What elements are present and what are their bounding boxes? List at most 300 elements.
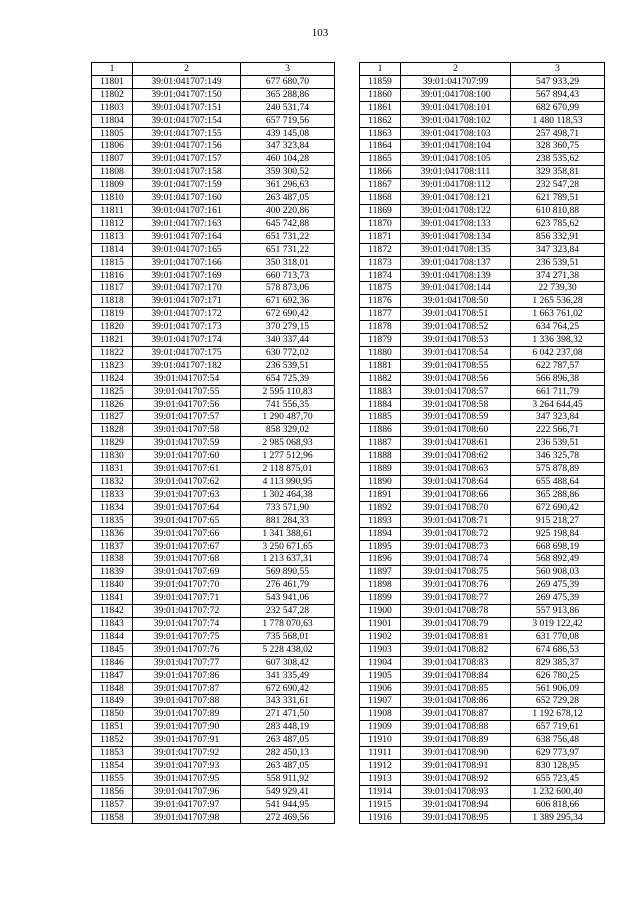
cadastral-number-cell: 39:01:041707:163 xyxy=(133,217,241,230)
cadastral-number-cell: 39:01:041708:90 xyxy=(401,747,511,760)
value-cell: 236 539,51 xyxy=(511,256,605,269)
value-cell: 22 739,30 xyxy=(511,282,605,295)
value-cell: 541 944,95 xyxy=(241,798,335,811)
row-number-cell: 11865 xyxy=(360,153,401,166)
table-row xyxy=(92,269,335,282)
table-row xyxy=(360,553,605,566)
value-cell: 610 810,88 xyxy=(511,204,605,217)
table-row xyxy=(360,708,605,721)
cadastral-number-cell: 39:01:041708:79 xyxy=(401,617,511,630)
value-cell: 634 764,25 xyxy=(511,321,605,334)
table-row xyxy=(92,179,335,192)
value-cell: 569 890,55 xyxy=(241,566,335,579)
cadastral-number-cell: 39:01:041707:57 xyxy=(133,411,241,424)
row-number-cell: 11857 xyxy=(92,798,133,811)
row-number-cell: 11873 xyxy=(360,256,401,269)
cadastral-number-cell: 39:01:041707:175 xyxy=(133,346,241,359)
value-cell: 630 772,02 xyxy=(241,346,335,359)
value-cell: 1 341 388,61 xyxy=(241,527,335,540)
row-number-cell: 11828 xyxy=(92,424,133,437)
row-number-cell: 11827 xyxy=(92,411,133,424)
cadastral-number-cell: 39:01:041707:67 xyxy=(133,540,241,553)
value-cell: 282 450,13 xyxy=(241,747,335,760)
table-row xyxy=(360,605,605,618)
value-cell: 631 770,08 xyxy=(511,630,605,643)
cadastral-number-cell: 39:01:041708:75 xyxy=(401,566,511,579)
row-number-cell: 11825 xyxy=(92,385,133,398)
cadastral-number-cell: 39:01:041708:144 xyxy=(401,282,511,295)
table-row xyxy=(92,734,335,747)
cadastral-number-cell: 39:01:041708:102 xyxy=(401,114,511,127)
cadastral-number-cell: 39:01:041707:72 xyxy=(133,605,241,618)
cadastral-number-cell: 39:01:041707:170 xyxy=(133,282,241,295)
cadastral-number-cell: 39:01:041707:71 xyxy=(133,592,241,605)
header-cell: 2 xyxy=(133,63,241,76)
table-row xyxy=(360,669,605,682)
value-cell: 232 547,28 xyxy=(511,179,605,192)
row-number-cell: 11885 xyxy=(360,411,401,424)
table-row xyxy=(92,114,335,127)
table-row xyxy=(92,682,335,695)
cadastral-number-cell: 39:01:041708:73 xyxy=(401,540,511,553)
value-cell: 1 192 678,12 xyxy=(511,708,605,721)
value-cell: 672 690,42 xyxy=(241,682,335,695)
table-row xyxy=(92,514,335,527)
table-row xyxy=(360,540,605,553)
row-number-cell: 11887 xyxy=(360,437,401,450)
row-number-cell: 11869 xyxy=(360,204,401,217)
cadastral-number-cell: 39:01:041707:161 xyxy=(133,204,241,217)
table-row xyxy=(92,785,335,798)
cadastral-number-cell: 39:01:041707:54 xyxy=(133,372,241,385)
row-number-cell: 11908 xyxy=(360,708,401,721)
cadastral-number-cell: 39:01:041708:54 xyxy=(401,346,511,359)
header-cell: 1 xyxy=(92,63,133,76)
row-number-cell: 11852 xyxy=(92,734,133,747)
cadastral-number-cell: 39:01:041708:74 xyxy=(401,553,511,566)
value-cell: 1 265 536,28 xyxy=(511,295,605,308)
table-row xyxy=(360,334,605,347)
row-number-cell: 11900 xyxy=(360,605,401,618)
row-number-cell: 11830 xyxy=(92,450,133,463)
value-cell: 232 547,28 xyxy=(241,605,335,618)
cadastral-number-cell: 39:01:041707:59 xyxy=(133,437,241,450)
table-row xyxy=(92,334,335,347)
value-cell: 3 264 644,45 xyxy=(511,398,605,411)
table-row xyxy=(360,179,605,192)
value-cell: 668 698,19 xyxy=(511,540,605,553)
value-cell: 741 556,35 xyxy=(241,398,335,411)
table-row xyxy=(360,514,605,527)
table-row xyxy=(92,140,335,153)
table-row xyxy=(360,488,605,501)
value-cell: 549 929,41 xyxy=(241,785,335,798)
table-row xyxy=(92,617,335,630)
table-row xyxy=(360,476,605,489)
value-cell: 236 539,51 xyxy=(511,437,605,450)
row-number-cell: 11884 xyxy=(360,398,401,411)
cadastral-number-cell: 39:01:041707:63 xyxy=(133,488,241,501)
table-row xyxy=(92,256,335,269)
value-cell: 557 913,86 xyxy=(511,605,605,618)
row-number-cell: 11863 xyxy=(360,127,401,140)
value-cell: 674 686,53 xyxy=(511,643,605,656)
row-number-cell: 11860 xyxy=(360,88,401,101)
row-number-cell: 11902 xyxy=(360,630,401,643)
value-cell: 6 042 237,08 xyxy=(511,346,605,359)
value-cell: 660 713,73 xyxy=(241,269,335,282)
value-cell: 347 323,84 xyxy=(241,140,335,153)
row-number-cell: 11849 xyxy=(92,695,133,708)
row-number-cell: 11841 xyxy=(92,592,133,605)
table-row xyxy=(360,243,605,256)
row-number-cell: 11810 xyxy=(92,192,133,205)
cadastral-number-cell: 39:01:041708:50 xyxy=(401,295,511,308)
cadastral-number-cell: 39:01:041708:53 xyxy=(401,334,511,347)
cadastral-number-cell: 39:01:041707:68 xyxy=(133,553,241,566)
table-row xyxy=(360,346,605,359)
value-cell: 657 719,61 xyxy=(511,721,605,734)
table-row xyxy=(360,785,605,798)
cadastral-number-cell: 39:01:041707:99 xyxy=(401,75,511,88)
value-cell: 575 878,89 xyxy=(511,463,605,476)
table-row xyxy=(360,88,605,101)
value-cell: 347 323,84 xyxy=(511,243,605,256)
table-row xyxy=(360,140,605,153)
value-cell: 236 539,51 xyxy=(241,359,335,372)
cadastral-number-cell: 39:01:041708:93 xyxy=(401,785,511,798)
table-row xyxy=(92,166,335,179)
cadastral-number-cell: 39:01:041707:75 xyxy=(133,630,241,643)
cadastral-number-cell: 39:01:041707:158 xyxy=(133,166,241,179)
value-cell: 1 480 118,53 xyxy=(511,114,605,127)
table-row xyxy=(360,192,605,205)
row-number-cell: 11893 xyxy=(360,514,401,527)
cadastral-number-cell: 39:01:041707:70 xyxy=(133,579,241,592)
row-number-cell: 11897 xyxy=(360,566,401,579)
value-cell: 733 571,90 xyxy=(241,501,335,514)
cadastral-number-cell: 39:01:041707:61 xyxy=(133,463,241,476)
cadastral-number-cell: 39:01:041708:51 xyxy=(401,308,511,321)
row-number-cell: 11910 xyxy=(360,734,401,747)
table-row xyxy=(92,204,335,217)
cadastral-number-cell: 39:01:041708:63 xyxy=(401,463,511,476)
table-row xyxy=(92,230,335,243)
table-row xyxy=(92,540,335,553)
row-number-cell: 11853 xyxy=(92,747,133,760)
row-number-cell: 11874 xyxy=(360,269,401,282)
cadastral-number-cell: 39:01:041708:61 xyxy=(401,437,511,450)
row-number-cell: 11819 xyxy=(92,308,133,321)
value-cell: 263 487,05 xyxy=(241,192,335,205)
cadastral-number-cell: 39:01:041707:151 xyxy=(133,101,241,114)
cadastral-number-cell: 39:01:041707:62 xyxy=(133,476,241,489)
value-cell: 1 290 487,70 xyxy=(241,411,335,424)
table-row xyxy=(360,75,605,88)
row-number-cell: 11842 xyxy=(92,605,133,618)
value-cell: 343 331,61 xyxy=(241,695,335,708)
row-number-cell: 11838 xyxy=(92,553,133,566)
row-number-cell: 11912 xyxy=(360,759,401,772)
row-number-cell: 11898 xyxy=(360,579,401,592)
value-cell: 655 723,45 xyxy=(511,772,605,785)
value-cell: 3 250 671,65 xyxy=(241,540,335,553)
value-cell: 558 911,92 xyxy=(241,772,335,785)
table-row xyxy=(360,617,605,630)
table-row xyxy=(360,282,605,295)
cadastral-number-cell: 39:01:041708:100 xyxy=(401,88,511,101)
cadastral-number-cell: 39:01:041708:64 xyxy=(401,476,511,489)
value-cell: 672 690,42 xyxy=(241,308,335,321)
row-number-cell: 11837 xyxy=(92,540,133,553)
cadastral-number-cell: 39:01:041707:93 xyxy=(133,759,241,772)
row-number-cell: 11848 xyxy=(92,682,133,695)
table-row xyxy=(360,463,605,476)
cadastral-number-cell: 39:01:041707:65 xyxy=(133,514,241,527)
table-row xyxy=(92,747,335,760)
value-cell: 858 329,02 xyxy=(241,424,335,437)
row-number-cell: 11836 xyxy=(92,527,133,540)
table-row xyxy=(92,450,335,463)
table-row xyxy=(92,643,335,656)
cadastral-number-cell: 39:01:041708:105 xyxy=(401,153,511,166)
cadastral-number-cell: 39:01:041708:57 xyxy=(401,385,511,398)
table-row xyxy=(92,811,335,824)
cadastral-number-cell: 39:01:041708:78 xyxy=(401,605,511,618)
table-row xyxy=(92,527,335,540)
table-row xyxy=(360,269,605,282)
table-row xyxy=(92,488,335,501)
value-cell: 623 785,62 xyxy=(511,217,605,230)
cadastral-number-cell: 39:01:041708:111 xyxy=(401,166,511,179)
header-cell: 3 xyxy=(511,63,605,76)
cadastral-number-cell: 39:01:041708:60 xyxy=(401,424,511,437)
cadastral-number-cell: 39:01:041708:82 xyxy=(401,643,511,656)
value-cell: 621 789,51 xyxy=(511,192,605,205)
value-cell: 365 288,86 xyxy=(511,488,605,501)
value-cell: 5 228 438,02 xyxy=(241,643,335,656)
cadastral-number-cell: 39:01:041707:182 xyxy=(133,359,241,372)
cadastral-number-cell: 39:01:041707:150 xyxy=(133,88,241,101)
cadastral-number-cell: 39:01:041708:76 xyxy=(401,579,511,592)
cadastral-number-cell: 39:01:041708:52 xyxy=(401,321,511,334)
cadastral-number-cell: 39:01:041707:89 xyxy=(133,708,241,721)
table-row xyxy=(92,243,335,256)
cadastral-number-cell: 39:01:041708:66 xyxy=(401,488,511,501)
left-table-body xyxy=(92,63,335,824)
row-number-cell: 11807 xyxy=(92,153,133,166)
row-number-cell: 11803 xyxy=(92,101,133,114)
table-row xyxy=(92,630,335,643)
row-number-cell: 11877 xyxy=(360,308,401,321)
row-number-cell: 11823 xyxy=(92,359,133,372)
value-cell: 654 725,39 xyxy=(241,372,335,385)
row-number-cell: 11888 xyxy=(360,450,401,463)
table-row xyxy=(360,566,605,579)
row-number-cell: 11905 xyxy=(360,669,401,682)
table-row xyxy=(92,553,335,566)
table-row xyxy=(92,295,335,308)
row-number-cell: 11894 xyxy=(360,527,401,540)
cadastral-number-cell: 39:01:041708:55 xyxy=(401,359,511,372)
table-row xyxy=(92,321,335,334)
value-cell: 925 198,84 xyxy=(511,527,605,540)
row-number-cell: 11846 xyxy=(92,656,133,669)
row-number-cell: 11882 xyxy=(360,372,401,385)
table-row xyxy=(92,153,335,166)
row-number-cell: 11861 xyxy=(360,101,401,114)
cadastral-number-cell: 39:01:041707:60 xyxy=(133,450,241,463)
cadastral-number-cell: 39:01:041708:85 xyxy=(401,682,511,695)
row-number-cell: 11802 xyxy=(92,88,133,101)
value-cell: 340 337,44 xyxy=(241,334,335,347)
row-number-cell: 11862 xyxy=(360,114,401,127)
row-number-cell: 11867 xyxy=(360,179,401,192)
row-number-cell: 11835 xyxy=(92,514,133,527)
header-cell: 3 xyxy=(241,63,335,76)
value-cell: 4 113 990,95 xyxy=(241,476,335,489)
table-row xyxy=(360,204,605,217)
cadastral-number-cell: 39:01:041707:156 xyxy=(133,140,241,153)
value-cell: 240 531,74 xyxy=(241,101,335,114)
cadastral-number-cell: 39:01:041707:58 xyxy=(133,424,241,437)
table-row xyxy=(360,643,605,656)
table-row xyxy=(360,811,605,824)
cadastral-number-cell: 39:01:041707:90 xyxy=(133,721,241,734)
value-cell: 359 300,52 xyxy=(241,166,335,179)
cadastral-number-cell: 39:01:041707:66 xyxy=(133,527,241,540)
row-number-cell: 11913 xyxy=(360,772,401,785)
table-row xyxy=(360,295,605,308)
row-number-cell: 11906 xyxy=(360,682,401,695)
table-row xyxy=(360,153,605,166)
table-row xyxy=(92,75,335,88)
table-row xyxy=(360,450,605,463)
table-header-row xyxy=(92,63,335,76)
value-cell: 1 232 600,40 xyxy=(511,785,605,798)
cadastral-number-cell: 39:01:041707:86 xyxy=(133,669,241,682)
table-row xyxy=(360,424,605,437)
table-row xyxy=(92,424,335,437)
row-number-cell: 11892 xyxy=(360,501,401,514)
row-number-cell: 11859 xyxy=(360,75,401,88)
value-cell: 1 778 070,63 xyxy=(241,617,335,630)
table-row xyxy=(360,759,605,772)
table-row xyxy=(360,772,605,785)
table-row xyxy=(360,747,605,760)
table-row xyxy=(360,385,605,398)
table-row xyxy=(92,282,335,295)
row-number-cell: 11879 xyxy=(360,334,401,347)
row-number-cell: 11858 xyxy=(92,811,133,824)
cadastral-number-cell: 39:01:041707:92 xyxy=(133,747,241,760)
cadastral-number-cell: 39:01:041707:74 xyxy=(133,617,241,630)
value-cell: 1 336 398,32 xyxy=(511,334,605,347)
table-row xyxy=(360,308,605,321)
table-row xyxy=(360,166,605,179)
value-cell: 547 933,29 xyxy=(511,75,605,88)
table-row xyxy=(92,437,335,450)
cadastral-number-cell: 39:01:041708:121 xyxy=(401,192,511,205)
row-number-cell: 11804 xyxy=(92,114,133,127)
table-row xyxy=(92,708,335,721)
table-row xyxy=(360,230,605,243)
table-row xyxy=(92,346,335,359)
value-cell: 829 385,37 xyxy=(511,656,605,669)
table-row xyxy=(360,101,605,114)
cadastral-number-cell: 39:01:041708:62 xyxy=(401,450,511,463)
value-cell: 346 325,78 xyxy=(511,450,605,463)
cadastral-number-cell: 39:01:041707:96 xyxy=(133,785,241,798)
row-number-cell: 11856 xyxy=(92,785,133,798)
value-cell: 671 692,36 xyxy=(241,295,335,308)
value-cell: 578 873,06 xyxy=(241,282,335,295)
cadastral-number-cell: 39:01:041708:103 xyxy=(401,127,511,140)
value-cell: 271 471,50 xyxy=(241,708,335,721)
value-cell: 329 358,81 xyxy=(511,166,605,179)
right-table xyxy=(359,62,605,824)
row-number-cell: 11845 xyxy=(92,643,133,656)
value-cell: 365 288,86 xyxy=(241,88,335,101)
row-number-cell: 11809 xyxy=(92,179,133,192)
table-row xyxy=(360,798,605,811)
row-number-cell: 11821 xyxy=(92,334,133,347)
row-number-cell: 11875 xyxy=(360,282,401,295)
header-cell: 2 xyxy=(401,63,511,76)
cadastral-number-cell: 39:01:041708:104 xyxy=(401,140,511,153)
cadastral-number-cell: 39:01:041708:58 xyxy=(401,398,511,411)
table-row xyxy=(92,359,335,372)
row-number-cell: 11805 xyxy=(92,127,133,140)
row-number-cell: 11916 xyxy=(360,811,401,824)
table-row xyxy=(360,682,605,695)
row-number-cell: 11876 xyxy=(360,295,401,308)
row-number-cell: 11901 xyxy=(360,617,401,630)
cadastral-number-cell: 39:01:041708:72 xyxy=(401,527,511,540)
table-row xyxy=(92,88,335,101)
table-row xyxy=(92,579,335,592)
value-cell: 881 284,33 xyxy=(241,514,335,527)
row-number-cell: 11881 xyxy=(360,359,401,372)
cadastral-number-cell: 39:01:041708:83 xyxy=(401,656,511,669)
value-cell: 3 019 122,42 xyxy=(511,617,605,630)
cadastral-number-cell: 39:01:041707:171 xyxy=(133,295,241,308)
table-row xyxy=(92,372,335,385)
row-number-cell: 11889 xyxy=(360,463,401,476)
value-cell: 543 941,06 xyxy=(241,592,335,605)
value-cell: 856 332,91 xyxy=(511,230,605,243)
row-number-cell: 11815 xyxy=(92,256,133,269)
cadastral-number-cell: 39:01:041708:89 xyxy=(401,734,511,747)
cadastral-number-cell: 39:01:041707:149 xyxy=(133,75,241,88)
row-number-cell: 11911 xyxy=(360,747,401,760)
value-cell: 370 279,15 xyxy=(241,321,335,334)
row-number-cell: 11817 xyxy=(92,282,133,295)
cadastral-number-cell: 39:01:041707:77 xyxy=(133,656,241,669)
header-cell: 1 xyxy=(360,63,401,76)
cadastral-number-cell: 39:01:041708:134 xyxy=(401,230,511,243)
value-cell: 566 896,38 xyxy=(511,372,605,385)
value-cell: 682 670,99 xyxy=(511,101,605,114)
row-number-cell: 11914 xyxy=(360,785,401,798)
value-cell: 222 566,71 xyxy=(511,424,605,437)
value-cell: 257 498,71 xyxy=(511,127,605,140)
table-row xyxy=(360,656,605,669)
table-row xyxy=(360,579,605,592)
value-cell: 561 906,09 xyxy=(511,682,605,695)
row-number-cell: 11820 xyxy=(92,321,133,334)
cadastral-number-cell: 39:01:041707:87 xyxy=(133,682,241,695)
